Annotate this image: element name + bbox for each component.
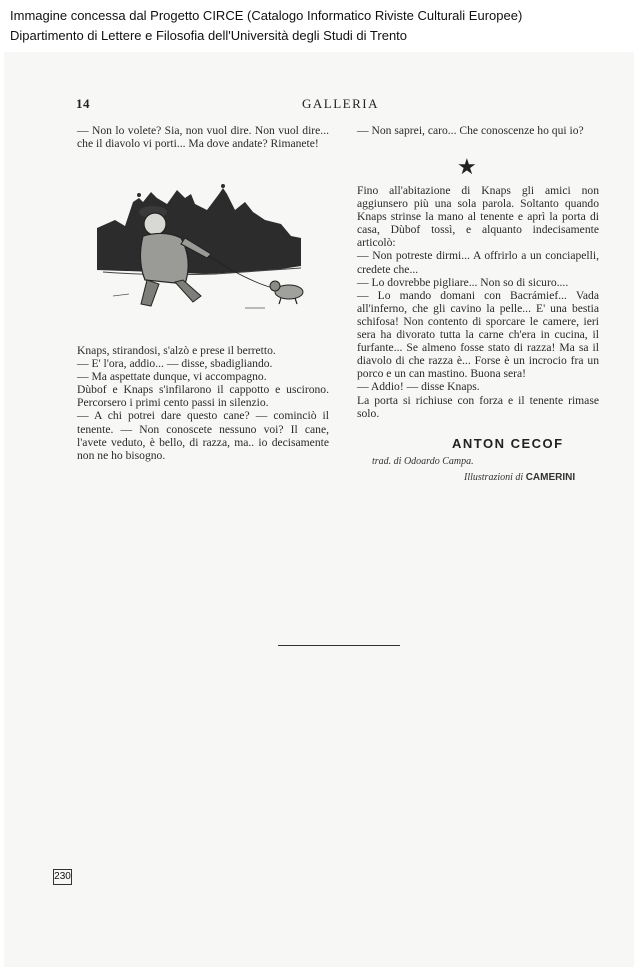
illustrator-credit [464,472,575,483]
translator-credit: trad. di Odoardo Campa. [372,456,474,467]
paragraph: Dùbof e Knaps s'infilarono il cappotto e uscirono. Percorsero i primi cento passi in silenzio. [77,383,329,410]
source-credit-header [0,0,640,50]
left-column-top [77,124,329,150]
running-title: GALLERIA [302,96,379,111]
section-divider [278,645,400,646]
paragraph: — Ma aspettate dunque, vi accompagno. [77,370,267,384]
section-break-star-icon: ★ [457,154,477,179]
paragraph: — Non lo volete? Sia, non vuol dire. Non vuol dire... che il diavolo vi porti... Ma dove andate? Rimanete! [77,124,329,151]
source-credit-line-1: Immagine concessa dal Progetto CIRCE (Catalogo Informatico Riviste Culturali Europee) [10,8,523,23]
paragraph: — Non potreste dirmi... A offrirlo a un conciapelli, credete che... [357,249,599,276]
page-number: 14 [76,96,90,111]
right-column-bottom [357,184,599,420]
illustrations-prefix: Illustrazioni di [464,472,524,483]
paragraph: — Lo dovrebbe pigliare... Non so di sicuro.... [357,275,569,289]
paragraph: Fino all'abitazione di Knaps gli amici non aggiunsero più una sola parola. Soltanto quando Knaps strinse la mano al tenente e aprì la porta di casa, Dùbof tossì, e alquanto indecisamente articolò: [357,184,599,250]
paragraph: — Non saprei, caro... Che conoscenze ho qui io? [357,124,584,137]
paragraph: — Lo mando domani con Bacrámief... Vada all'inferno, che gli cavino la pelle... E' una bestia schifosa! Non contento di sporcare le camere, ieri sera ha divorato tutta la carne ch'era in cucina, il furfante... Se almeno fosse stato di razza! Ma sa il diavolo di che razza è... Forse è un incrocio fra un porco e un can mastino. Buona sera! [357,288,599,381]
paragraph: — A chi potrei dare questo cane? — cominciò il tenente. — Non conoscete nessuno voi? Il cane, l'avete veduto, è bello, di razza, ma.. io decisamente non ne ho bisogno. [77,409,329,462]
archive-page-number: 230 [53,869,72,885]
left-column-bottom [77,344,329,462]
paragraph: — Addio! — disse Knaps. [357,380,480,394]
paragraph: La porta si richiuse con forza e il tenente rimase solo. [357,393,599,420]
paragraph: Knaps, stirandosi, s'alzò e prese il berretto. [77,344,276,357]
author-name: ANTON CECOF [452,436,564,451]
right-column-top [357,124,599,137]
illustrator-name: CAMERINI [525,472,576,483]
officer-with-dog-illustration [95,180,317,322]
source-credit-line-2: Dipartimento di Lettere e Filosofia dell'Università degli Studi di Trento [10,28,408,43]
paragraph: — E' l'ora, addio... — disse, sbadigliando. [77,357,273,371]
